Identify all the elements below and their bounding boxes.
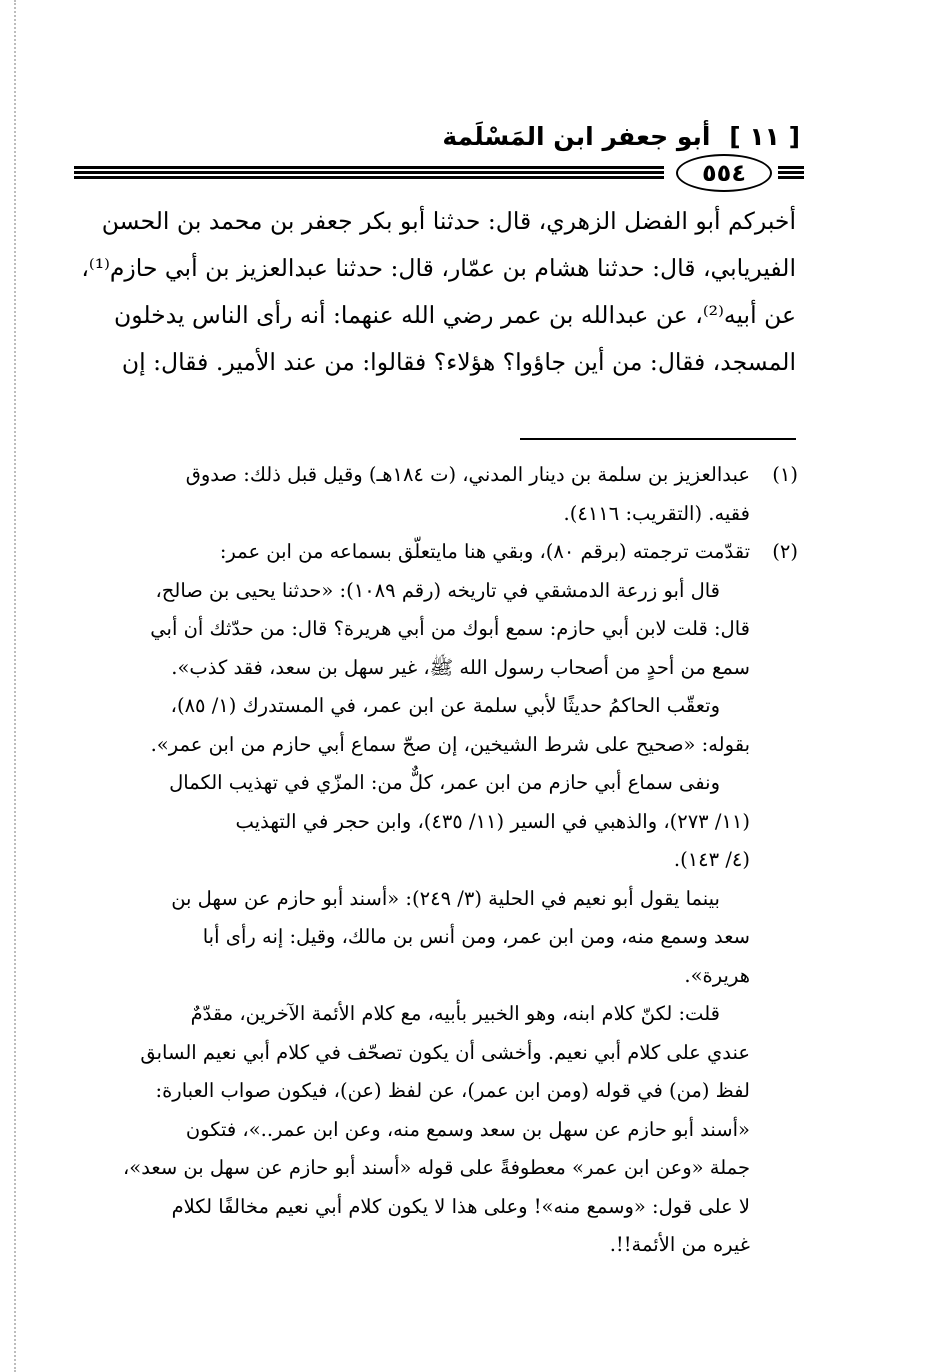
header-rule	[74, 159, 804, 187]
footnote-line: بينما يقول أبو نعيم في الحلية (٣/ ٢٤٩): «أسند أبو حازم عن سهل بن	[171, 886, 720, 910]
running-header	[80, 122, 800, 162]
header-rule-left	[74, 166, 664, 181]
footnote-line: وتعقّب الحاكمُ حديثًا لأبي سلمة عن ابن عمر، في المستدرك (١/ ٨٥)،	[170, 694, 720, 717]
footnote-line: قال أبو زرعة الدمشقي في تاريخه (رقم ١٠٨٩): «حدثنا يحيى بن صالح،	[155, 578, 720, 602]
footnote-2	[78, 533, 798, 1265]
footnote-line: قال: قلت لابن أبي حازم: سمع أبوك من أبي هريرة؟ قال: من حدّثك أن أبي	[150, 617, 750, 640]
main-line: الفيريابي، قال: حدثنا هشام بن عمّار، قال: حدثنا عبدالعزيز بن أبي حازم⁽¹⁾،	[81, 254, 796, 282]
footnote-line: جملة «وعن ابن عمر» معطوفةً على قوله «أسند أبو حازم عن سهل بن سعد»،	[122, 1156, 750, 1179]
footnote-line: ونفى سماع أبي حازم من ابن عمر، كلٌّ من: المزّي في تهذيب الكمال	[169, 771, 720, 794]
footnote-line: سعد وسمع منه، ومن ابن عمر، ومن أنس بن مالك، وقيل: إنه رأى أبا	[202, 925, 750, 948]
footnote-line: (٤/ ١٤٣).	[673, 848, 750, 871]
footnote-line: عندي على كلام أبي نعيم. وأخشى أن يكون تصحّف في كلام أبي نعيم السابق	[140, 1040, 750, 1064]
footnote-line: لفظ (من) في قوله (ومن ابن عمر)، عن لفظ (عن)، فيكون صواب العبارة:	[155, 1079, 750, 1102]
footnote-line: فقيه. (التقريب: ٤١١٦).	[563, 501, 750, 525]
page-number: ٥٥٤	[676, 154, 772, 192]
footnote-line: غيره من الأئمة!!.	[609, 1233, 750, 1256]
footnote-line: سمع من أحدٍ من أصحاب رسول الله ﷺ، غير سهل بن سعد، فقد كذب».	[171, 655, 750, 679]
main-line: أخبركم أبو الفضل الزهري، قال: حدثنا أبو بكر جعفر بن محمد بن الحسن	[101, 207, 796, 235]
footnote-line: تقدّمت ترجمته (برقم ٨٠)، وبقي هنا مايتعلّق بسماعه من ابن عمر:	[219, 540, 750, 563]
main-line: عن أبيه⁽²⁾، عن عبدالله بن عمر رضي الله عنهما: أنه رأى الناس يدخلون	[113, 301, 796, 329]
footnote-line: «أسند أبو حازم عن سهل بن سعد وسمع منه، وعن ابن عمر..»، فتكون	[185, 1117, 750, 1141]
footnote-line: (١١/ ٢٧٣)، والذهبي في السير (١١/ ٤٣٥)، وابن حجر في التهذيب	[235, 809, 750, 833]
chapter-title: أبو جعفر ابن المَسْلَمة	[442, 122, 711, 151]
footnote-line: لا على قول: «وسمع منه»! وعلى هذا لا يكون كلام أبي نعيم مخالفًا لكلام	[171, 1194, 750, 1218]
main-line: المسجد، فقال: من أين جاؤوا؟ هؤلاء؟ فقالوا: من عند الأمير. فقال: إن	[121, 348, 796, 376]
footnote-line: هريرة».	[684, 963, 750, 987]
main-text	[78, 198, 796, 386]
footnote-number: (١)	[772, 463, 798, 486]
footnote-line: قلت: لكنّ كلام ابنه، وهو الخبير بأبيه، مع كلام الأئمة الآخرين، مقدّمٌ	[190, 1002, 720, 1025]
footnote-line: عبدالعزيز بن سلمة بن دينار المدني، (ت ١٨٤هـ) وقيل قبل ذلك: صدوق	[185, 463, 750, 486]
footnote-line: بقوله: «صحيح على شرط الشيخين، إن صحّ سماع أبي حازم من ابن عمر».	[150, 732, 750, 756]
footnote-separator	[520, 438, 796, 440]
header-rule-right	[778, 166, 804, 181]
footnote-1	[78, 456, 798, 533]
scan-edge	[14, 0, 16, 1372]
chapter-number: [ ١١ ]	[729, 122, 800, 151]
footnote-number: (٢)	[772, 540, 798, 563]
footnotes	[78, 456, 798, 1265]
